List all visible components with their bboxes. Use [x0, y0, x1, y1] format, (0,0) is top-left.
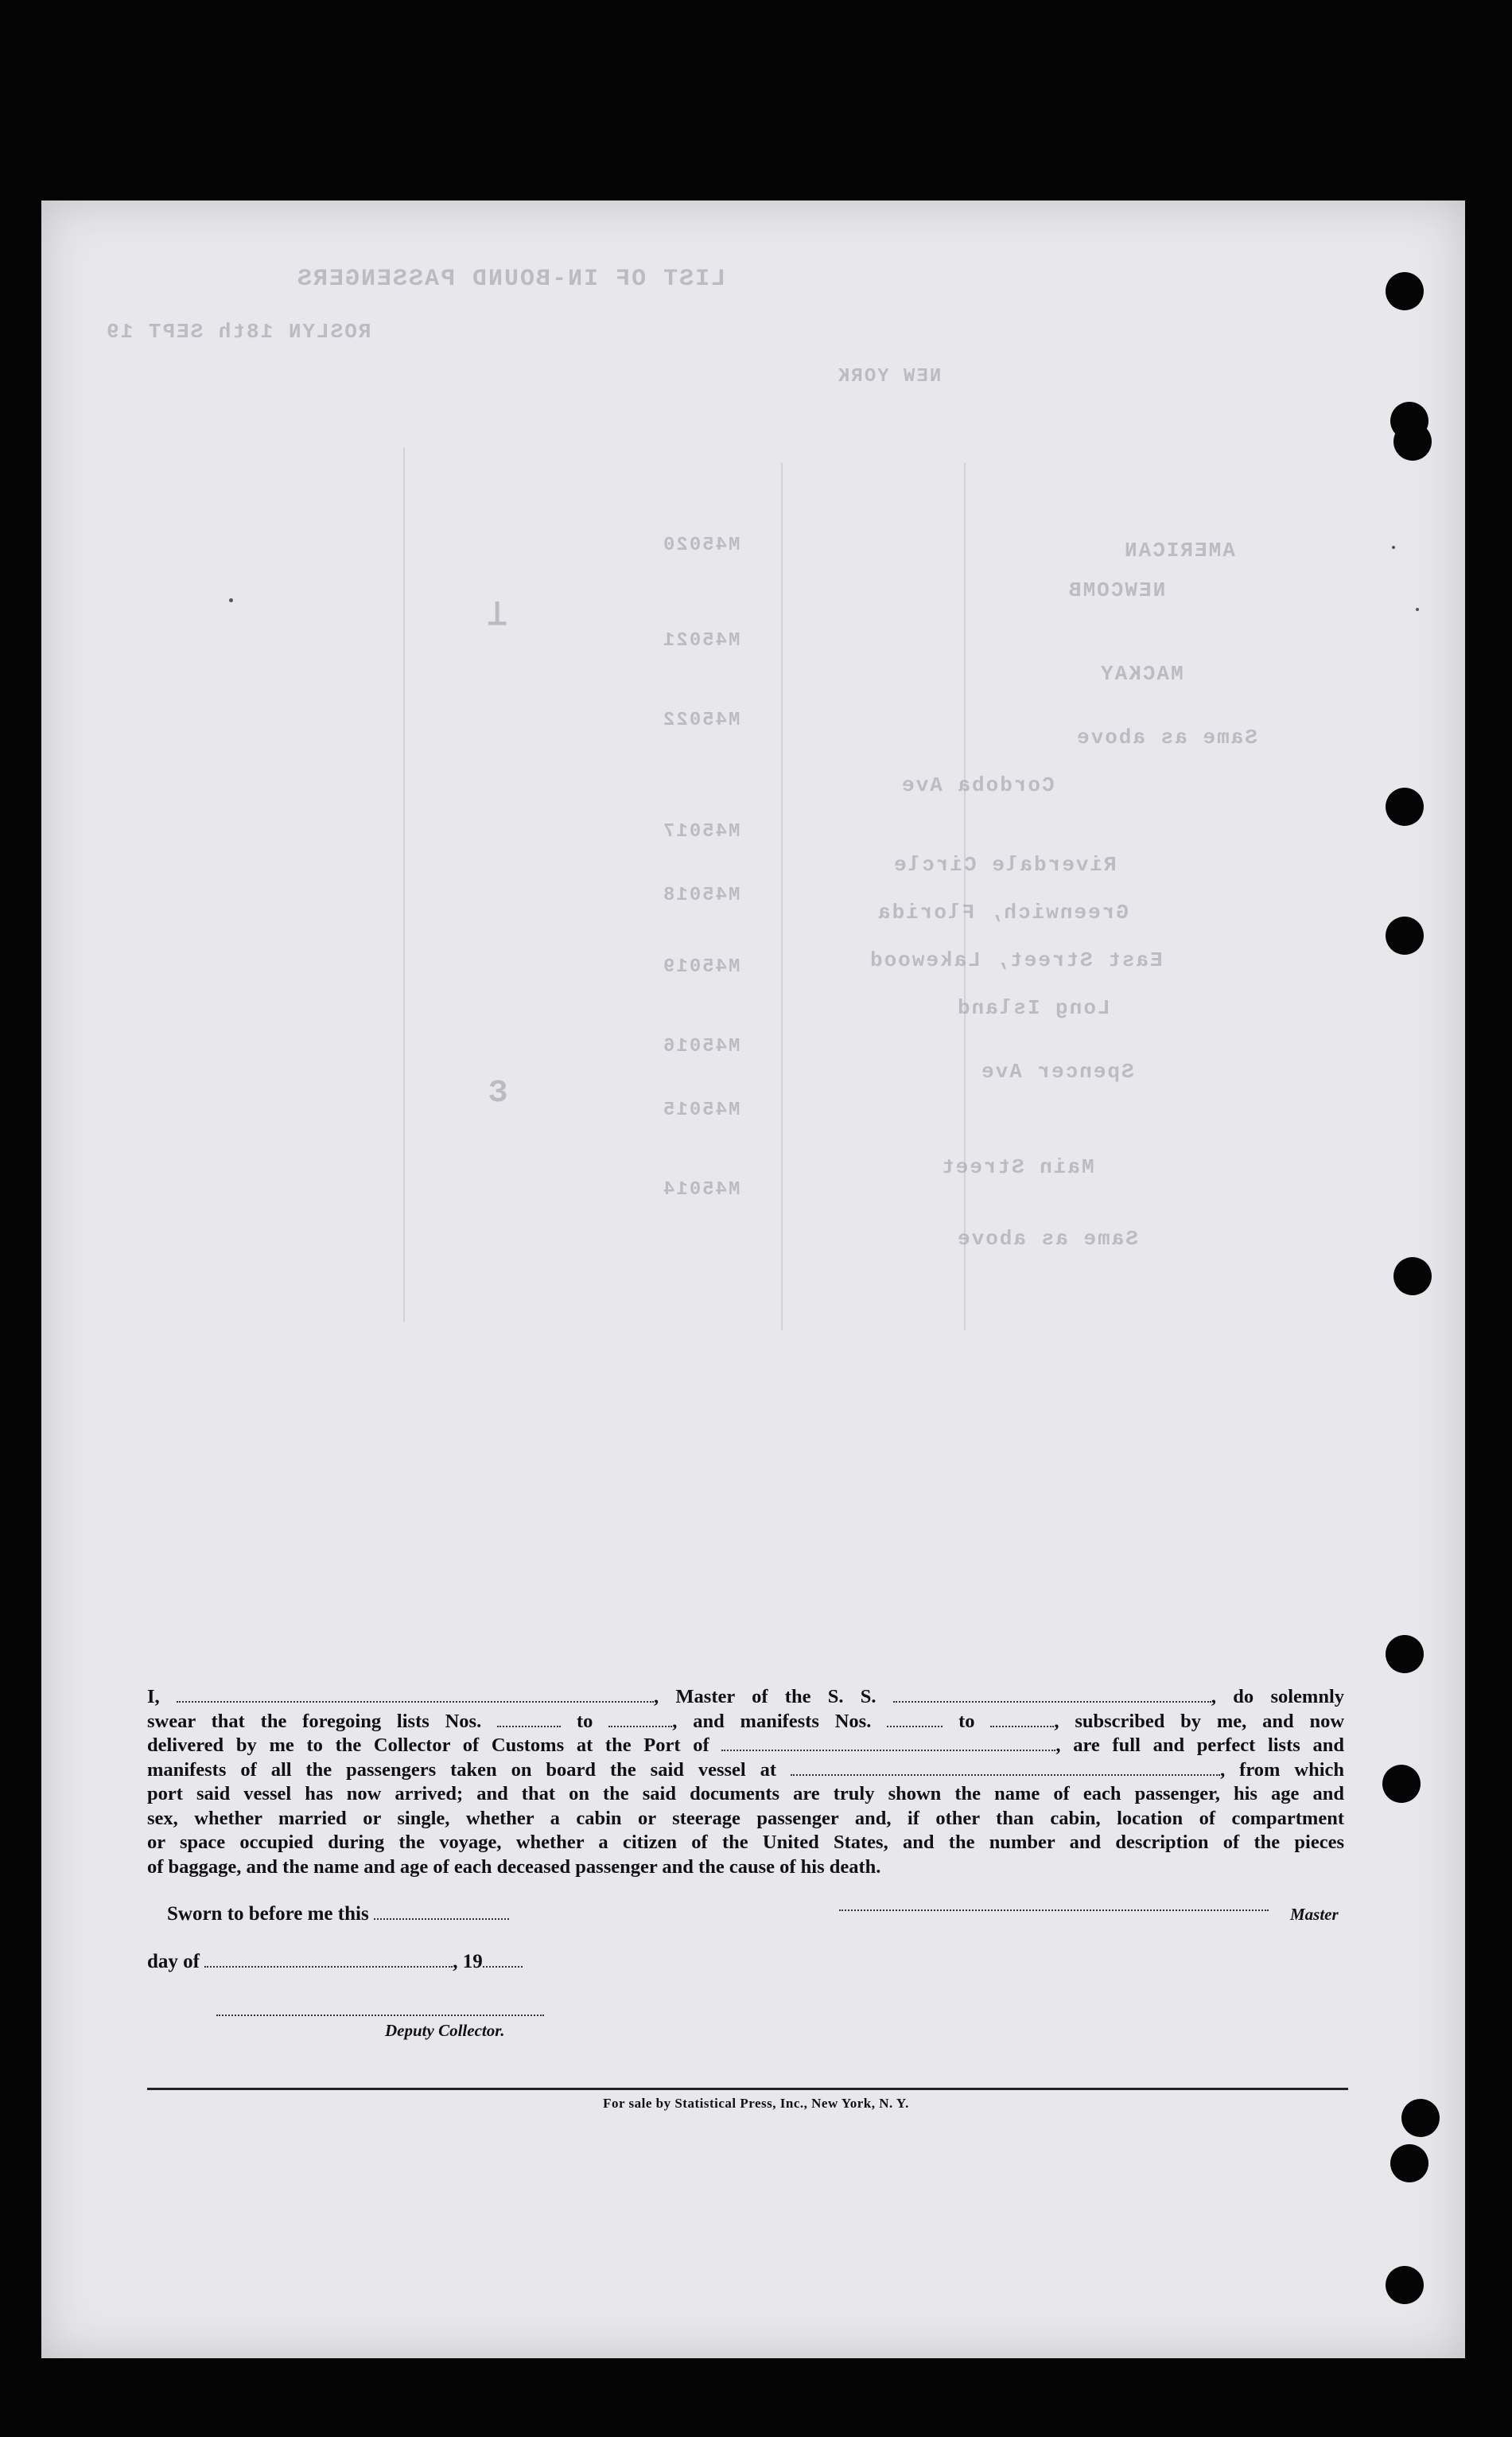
master-name-blank [177, 1687, 654, 1703]
oath-text: I, [147, 1686, 160, 1707]
oath-text: to [958, 1710, 975, 1732]
punch-hole [1390, 2144, 1428, 2182]
day-of-blank [204, 1953, 453, 1968]
departure-port-blank [791, 1760, 1220, 1776]
bleed-through-column [403, 447, 405, 1322]
oath-line [147, 1855, 1344, 1880]
sworn-label: Sworn to before me this [167, 1903, 369, 1925]
bleed-through-row: Long Island [956, 996, 1110, 1020]
punch-hole [1386, 272, 1424, 310]
punch-hole [1393, 422, 1432, 461]
oath-text: , and manifests Nos. [672, 1710, 872, 1732]
vessel-name-blank [893, 1687, 1211, 1703]
bleed-through-column [964, 463, 966, 1330]
scan-speck [229, 598, 233, 602]
oath-line [147, 1782, 1344, 1807]
bleed-through-row: M45016 [662, 1036, 740, 1057]
oath-paragraph [147, 1685, 1344, 1879]
bleed-through-row: AMERICAN [1123, 539, 1235, 563]
bleed-through-row: ROSLYN 18th SEPT 19 [105, 320, 371, 344]
oath-line [147, 1831, 1344, 1855]
punch-hole [1386, 788, 1424, 826]
list-no-from-blank [497, 1711, 561, 1727]
manifest-no-to-blank [990, 1711, 1054, 1727]
year-blank [483, 1953, 523, 1968]
punch-hole [1382, 1765, 1421, 1803]
day-of-row [147, 1951, 523, 1973]
oath-line [147, 1807, 1344, 1832]
bleed-through-row: M45019 [662, 956, 740, 978]
sworn-date-blank [374, 1906, 509, 1920]
oath-text: port said vessel has now arrived; and that on the said documents are truly shown the name of each passenger, his age and [147, 1783, 1344, 1804]
bleed-through-row: Riverdale Circle [892, 853, 1117, 877]
bleed-through-row: M45022 [662, 710, 740, 731]
oath-text: swear that the foregoing lists Nos. [147, 1710, 482, 1732]
oath-text: of baggage, and the name and age of each deceased passenger and the cause of his death. [147, 1855, 881, 1878]
deputy-signature-blank [216, 2015, 544, 2016]
bleed-through-row: Greenwich, Florida [876, 901, 1129, 925]
footer-rule [147, 2088, 1348, 2090]
deputy-collector-label: Deputy Collector. [385, 2021, 505, 2040]
bleed-through-row: M45018 [662, 885, 740, 906]
port-blank [721, 1735, 1055, 1751]
bleed-through-row: NEWCOMB [1067, 578, 1166, 602]
bleed-through-row: Ɛ [487, 1076, 508, 1111]
bleed-through-header: LIST OF IN-BOUND PASSENGERS [296, 266, 726, 293]
day-of-label: day of [147, 1951, 200, 1972]
bleed-through-column [781, 463, 783, 1330]
bleed-through-row: Same as above [956, 1227, 1138, 1251]
master-label: Master [1290, 1905, 1339, 1924]
list-no-to-blank [608, 1711, 672, 1727]
scan-speck [1416, 608, 1419, 611]
oath-text: delivered by me to the Collector of Customs at the Port of [147, 1734, 709, 1756]
manifest-no-from-blank [887, 1711, 943, 1727]
oath-text: , are full and perfect lists and [1055, 1734, 1344, 1756]
bleed-through-row: East Street, Lakewood [869, 948, 1163, 972]
year-prefix: , 19 [453, 1951, 483, 1972]
punch-hole [1386, 2266, 1424, 2304]
scan-speck [1392, 546, 1395, 549]
oath-line [147, 1758, 1344, 1783]
oath-text: manifests of all the passengers taken on board the said vessel at [147, 1758, 777, 1781]
bleed-through-row: Spencer Ave [980, 1060, 1134, 1084]
oath-line [147, 1734, 1344, 1758]
bleed-through-row: Ʇ [487, 599, 507, 635]
oath-text: , do solemnly [1211, 1686, 1345, 1707]
oath-text: , Master of the S. S. [653, 1686, 876, 1707]
bleed-through-row: NEW YORK [837, 366, 942, 387]
oath-text: sex, whether married or single, whether a cabin or steerage passenger and, if other than cabin, location of compartment [147, 1807, 1344, 1829]
punch-hole [1386, 1635, 1424, 1673]
oath-line [147, 1685, 1344, 1710]
printer-credit: For sale by Statistical Press, Inc., New York, N. Y. [603, 2096, 909, 2111]
bleed-through-row: M45015 [662, 1100, 740, 1121]
oath-line [147, 1710, 1344, 1734]
bleed-through-row: M45017 [662, 821, 740, 843]
sworn-label-row [167, 1903, 509, 1925]
bleed-through-row: M45021 [662, 630, 740, 652]
punch-hole [1386, 917, 1424, 955]
bleed-through-row: MACKAY [1099, 662, 1184, 686]
oath-text: , subscribed by me, and now [1054, 1710, 1345, 1732]
oath-text: , from which [1220, 1758, 1344, 1781]
oath-text: to [576, 1710, 593, 1732]
master-signature-blank [839, 1910, 1269, 1911]
bleed-through-row: M45020 [662, 535, 740, 556]
bleed-through-row: Same as above [1075, 726, 1257, 749]
oath-text: or space occupied during the voyage, whether a citizen of the United States, and the number and description of the pieces [147, 1832, 1344, 1853]
bleed-through-row: Main Street [940, 1155, 1094, 1179]
bleed-through-row: Cordoba Ave [900, 773, 1055, 797]
punch-hole [1393, 1257, 1432, 1295]
form-sheet [41, 200, 1465, 2358]
bleed-through-row: M45014 [662, 1179, 740, 1201]
